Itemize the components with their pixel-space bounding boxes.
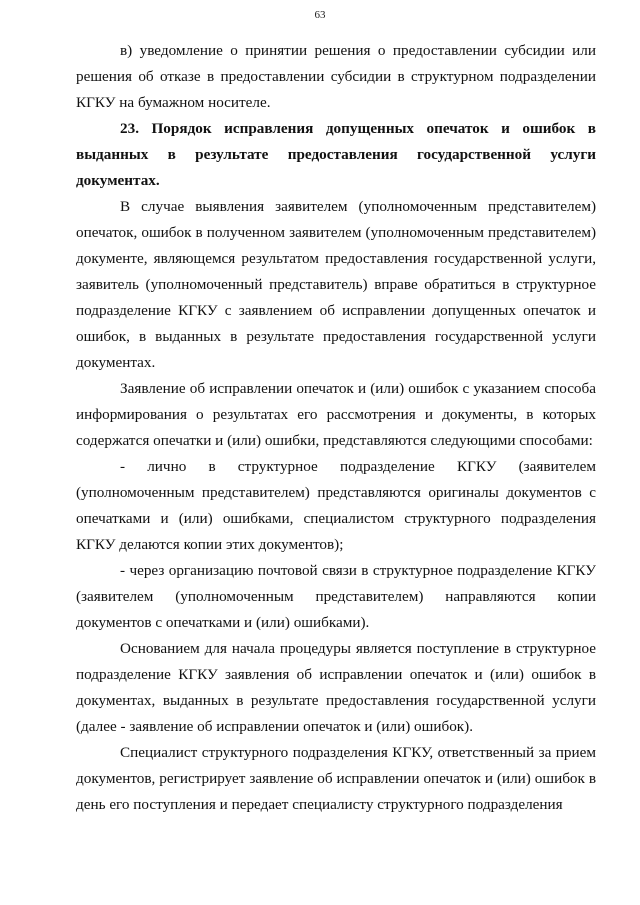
page-number: 63 (314, 9, 326, 21)
paragraph-procedure-basis: Основанием для начала процедуры является поступление в структурное подразделение КГКУ заявления об исправлении опечаток и (или) ошибок в документах, выданных в результате предоставления государственной услуги (далее - заявление об исправлении опечаток и (или) ошибок). (76, 640, 596, 735)
paragraph-error-detection: В случае выявления заявителем (уполномоченным представителем) опечаток, ошибок в полученном заявителем (уполномоченным представителем) документе, являющемся результатом предоставления государственной услуги, заявитель (уполномоченный представитель) вправе обратиться в структурное подразделение КГКУ с заявлением об исправлении допущенных опечаток и ошибок, в выданных в результате предоставления государственной услуги документах. (76, 198, 596, 371)
paragraph-notification-method: в) уведомление о принятии решения о предоставлении субсидии или решения об отказе в предоставлении субсидии в структурном подразделении КГКУ на бумажном носителе. (76, 42, 596, 111)
document-body (76, 38, 596, 818)
paragraph-registration: Специалист структурного подразделения КГКУ, ответственный за прием документов, регистрирует заявление об исправлении опечаток и (или) ошибок в день его поступления и передает специалисту структурного подразделения (76, 744, 596, 813)
list-item-in-person: - лично в структурное подразделение КГКУ (заявителем (уполномоченным представителем) представляются оригиналы документов с опечатками и (или) ошибками, специалистом структурного подразделения КГКУ делаются копии этих документов); (76, 458, 596, 553)
section-heading-23: 23. Порядок исправления допущенных опечаток и ошибок в выданных в результате предоставления государственной услуги документах. (76, 120, 596, 189)
paragraph-submission-methods: Заявление об исправлении опечаток и (или) ошибок с указанием способа информирования о результатах его рассмотрения и документы, в которых содержатся опечатки и (или) ошибки, представляются следующими способами: (76, 380, 596, 449)
list-item-by-mail: - через организацию почтовой связи в структурное подразделение КГКУ (заявителем (уполномоченным представителем) направляются копии документов с опечатками и (или) ошибками). (76, 562, 596, 631)
